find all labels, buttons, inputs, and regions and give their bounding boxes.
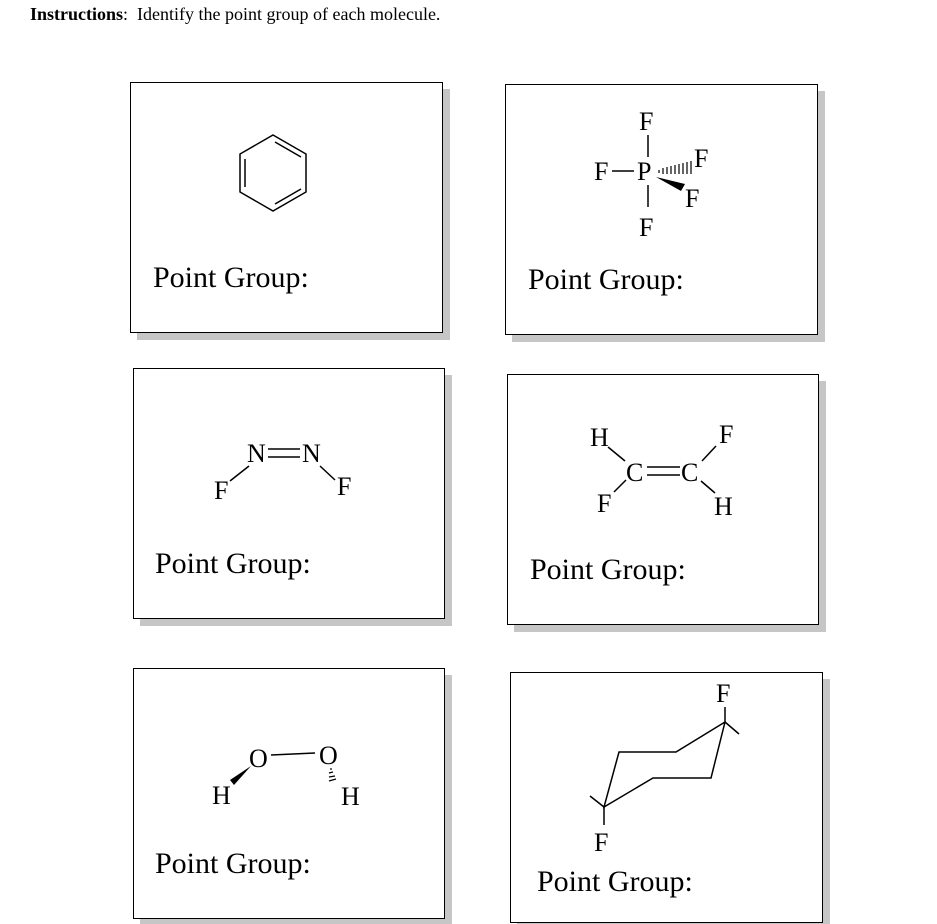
atom-f: F bbox=[594, 828, 609, 857]
pf5-structure bbox=[506, 85, 819, 336]
h2o2-structure bbox=[134, 669, 446, 920]
atom-f: F bbox=[594, 157, 609, 186]
point-group-label: Point Group: bbox=[537, 865, 693, 898]
atom-f: F bbox=[639, 213, 654, 242]
atom-f: F bbox=[639, 107, 654, 136]
molecule-card-benzene bbox=[130, 82, 443, 333]
atom-f: F bbox=[337, 472, 352, 501]
atom-f: F bbox=[694, 144, 709, 173]
solid-wedge-bond bbox=[230, 766, 251, 785]
atom-f: F bbox=[214, 476, 229, 505]
atom-f: F bbox=[597, 489, 612, 518]
atom-h: H bbox=[212, 781, 231, 810]
atom-c: C bbox=[681, 458, 699, 487]
atom-o: O bbox=[249, 744, 268, 773]
point-group-label: Point Group: bbox=[528, 263, 684, 296]
hashed-wedge-bond bbox=[659, 161, 691, 174]
point-group-label: Point Group: bbox=[153, 261, 309, 294]
c2h2f2-structure bbox=[508, 375, 820, 626]
instructions-bold-label: Instructions bbox=[30, 4, 124, 24]
point-group-label: Point Group: bbox=[530, 553, 686, 586]
molecule-card-h2o2 bbox=[133, 668, 445, 919]
atom-p: P bbox=[637, 157, 652, 186]
instructions-text: Instructions: Identify the point group of each molecule. bbox=[30, 4, 441, 24]
solid-wedge-bond bbox=[656, 177, 685, 191]
atom-f: F bbox=[719, 420, 734, 449]
point-group-label: Point Group: bbox=[155, 847, 311, 880]
molecule-card-n2f2 bbox=[133, 368, 445, 619]
atom-h: H bbox=[341, 782, 360, 811]
atom-c: C bbox=[626, 458, 644, 487]
atom-f: F bbox=[685, 184, 700, 213]
atom-h: H bbox=[590, 423, 609, 452]
molecule-card-difluorocyclohexane bbox=[510, 672, 823, 923]
point-group-label: Point Group: bbox=[155, 547, 311, 580]
molecule-card-c2h2f2 bbox=[507, 374, 819, 625]
atom-f: F bbox=[716, 679, 731, 708]
atom-n: N bbox=[302, 439, 321, 468]
atom-h: H bbox=[714, 492, 733, 521]
atom-o: O bbox=[319, 741, 338, 770]
benzene-structure bbox=[131, 83, 444, 334]
hashed-wedge-bond bbox=[329, 769, 336, 781]
atom-n: N bbox=[247, 439, 266, 468]
n2f2-structure bbox=[134, 369, 446, 620]
instructions-body: Identify the point group of each molecule. bbox=[137, 4, 441, 24]
molecule-card-pf5 bbox=[505, 84, 818, 335]
